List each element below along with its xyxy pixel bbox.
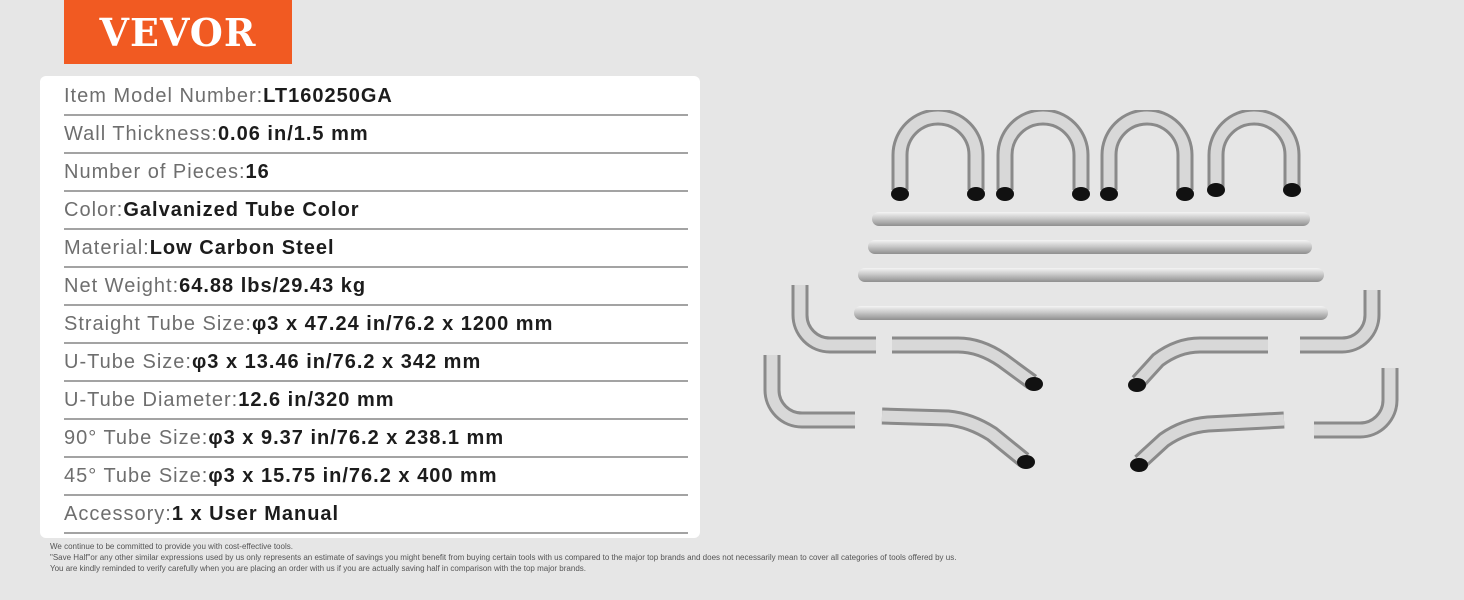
spec-row-material xyxy=(64,230,688,268)
spec-value: 16 xyxy=(245,160,270,183)
disclaimer xyxy=(50,541,1150,574)
spec-row-pieces xyxy=(64,154,688,192)
spec-row-u-tube-diameter xyxy=(64,382,688,420)
spec-label: Number of Pieces: xyxy=(64,160,246,183)
spec-value: 12.6 in/320 mm xyxy=(238,388,395,411)
straight-tube xyxy=(858,268,1324,282)
spec-label: Net Weight: xyxy=(64,274,180,297)
spec-row-accessory xyxy=(64,496,688,534)
spec-label: U-Tube Size: xyxy=(64,350,192,373)
spec-row-90-tube xyxy=(64,420,688,458)
spec-value: 1 x User Manual xyxy=(171,502,340,525)
spec-value: φ3 x 15.75 in/76.2 x 400 mm xyxy=(208,464,498,487)
spec-value: φ3 x 47.24 in/76.2 x 1200 mm xyxy=(251,312,554,335)
spec-value: 0.06 in/1.5 mm xyxy=(217,122,369,145)
spec-value: φ3 x 13.46 in/76.2 x 342 mm xyxy=(191,350,482,373)
spec-value: 64.88 lbs/29.43 kg xyxy=(179,274,367,297)
spec-value: φ3 x 9.37 in/76.2 x 238.1 mm xyxy=(208,426,505,449)
45-degree-tube xyxy=(1140,420,1284,462)
u-tube xyxy=(900,117,976,190)
45-degree-tube xyxy=(1138,345,1268,382)
disclaimer-line: We continue to be committed to provide you with cost-effective tools. xyxy=(50,542,293,551)
spec-row-color xyxy=(64,192,688,230)
spec-label: Accessory: xyxy=(64,502,172,525)
spec-label: Wall Thickness: xyxy=(64,122,218,145)
spec-value: Galvanized Tube Color xyxy=(123,198,360,221)
45-degree-tube xyxy=(882,416,1024,460)
spec-row-net-weight xyxy=(64,268,688,306)
spec-value: LT160250GA xyxy=(263,84,393,107)
spec-value: Low Carbon Steel xyxy=(149,236,335,259)
spec-row-u-tube-size xyxy=(64,344,688,382)
spec-label: Color: xyxy=(64,198,124,221)
90-degree-elbow xyxy=(1314,368,1390,430)
spec-label: 90° Tube Size: xyxy=(64,426,209,449)
brand-name: VEVOR xyxy=(99,9,257,55)
disclaimer-line: You are kindly reminded to verify carefully when you are placing an order with us if you are actually saving half in comparison with the top major brands. xyxy=(50,564,586,573)
spec-row-45-tube xyxy=(64,458,688,496)
u-tube xyxy=(1109,117,1185,190)
spec-label: Straight Tube Size: xyxy=(64,312,252,335)
spec-label: U-Tube Diameter: xyxy=(64,388,239,411)
spec-label: 45° Tube Size: xyxy=(64,464,209,487)
spec-label: Item Model Number: xyxy=(64,84,264,107)
u-tube xyxy=(1216,117,1292,190)
spec-table xyxy=(40,76,700,538)
u-tube xyxy=(1005,117,1081,190)
straight-tube xyxy=(854,306,1328,320)
exhaust-tube-kit-image xyxy=(740,110,1430,510)
vevor-logo xyxy=(64,0,292,64)
spec-label: Material: xyxy=(64,236,150,259)
straight-tube xyxy=(868,240,1312,254)
disclaimer-line: "Save Half"or any other similar expressions used by us only represents an estimate of savings you might benefit from buying certain tools with us compared to the major top brands and does not necessarily mean to cover all categories of tools offered by us. xyxy=(50,553,957,562)
45-degree-tube xyxy=(892,345,1032,382)
straight-tube xyxy=(872,212,1310,226)
spec-row-wall-thickness xyxy=(64,116,688,154)
90-degree-elbow xyxy=(772,355,855,420)
spec-row-straight-tube xyxy=(64,306,688,344)
spec-row-model xyxy=(64,78,688,116)
